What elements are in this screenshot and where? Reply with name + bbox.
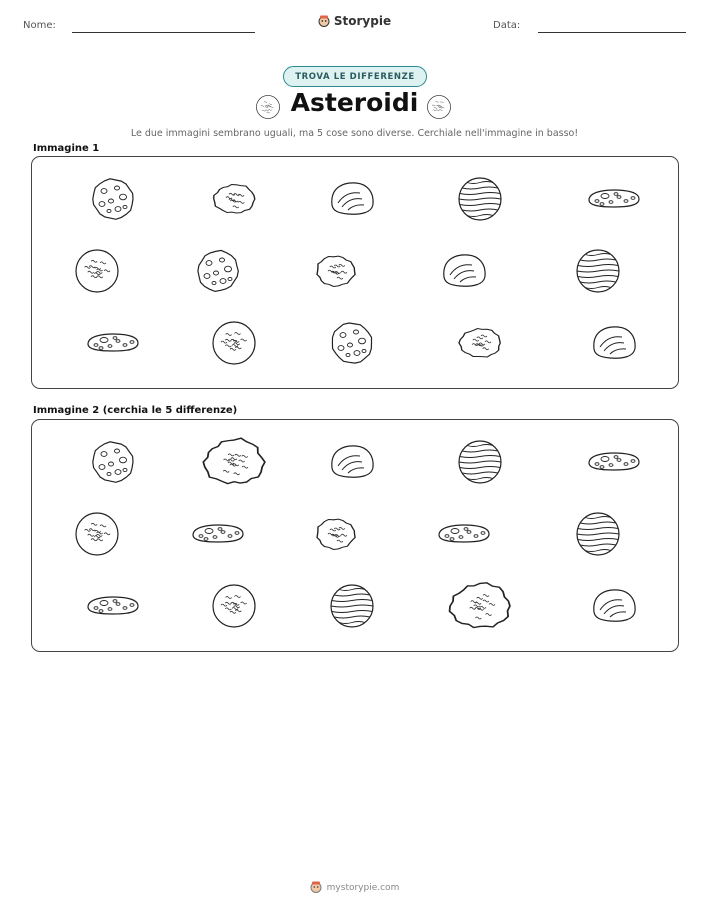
rocky-asteroid-icon	[208, 173, 260, 225]
rocky-asteroid-icon	[454, 317, 506, 369]
cratered-asteroid-icon	[87, 173, 139, 225]
flat-asteroid-icon[interactable]	[192, 508, 244, 560]
striped-asteroid-icon[interactable]	[588, 580, 640, 632]
asteroid-icon-right	[426, 94, 452, 120]
large-rocky-asteroid-icon[interactable]	[204, 432, 264, 492]
striped-asteroid-icon	[438, 245, 490, 297]
round-rocky-asteroid-icon	[208, 317, 260, 369]
banded-asteroid-icon[interactable]	[326, 580, 378, 632]
flat-asteroid-icon[interactable]	[87, 580, 139, 632]
image1-label: Immagine 1	[33, 143, 100, 154]
large-rocky-asteroid-icon[interactable]	[450, 576, 510, 636]
banded-asteroid-icon	[454, 173, 506, 225]
storypie-logo-icon	[310, 881, 322, 893]
striped-asteroid-icon	[326, 173, 378, 225]
cratered-asteroid-icon	[192, 245, 244, 297]
name-line[interactable]	[72, 32, 255, 33]
brand-name: Storypie	[333, 14, 392, 28]
name-label: Nome:	[23, 20, 56, 31]
activity-badge: TROVA LE DIFFERENZE	[283, 66, 427, 87]
rocky-asteroid-icon	[310, 245, 362, 297]
flat-asteroid-icon	[87, 317, 139, 369]
banded-asteroid-icon[interactable]	[454, 436, 506, 488]
striped-asteroid-icon[interactable]	[326, 436, 378, 488]
date-label: Data:	[493, 20, 521, 31]
round-rocky-asteroid-icon[interactable]	[208, 580, 260, 632]
image1-panel	[31, 156, 679, 389]
date-line[interactable]	[538, 32, 686, 33]
image2-panel[interactable]	[31, 419, 679, 652]
striped-asteroid-icon	[588, 317, 640, 369]
instructions: Le due immagini sembrano uguali, ma 5 cose sono diverse. Cerchiale nell'immagine in basso!	[130, 128, 579, 139]
flat-asteroid-icon[interactable]	[588, 436, 640, 488]
page-title: Asteroidi	[290, 88, 419, 117]
cratered-asteroid-icon[interactable]	[87, 436, 139, 488]
banded-asteroid-icon[interactable]	[572, 508, 624, 560]
cratered-asteroid-icon	[326, 317, 378, 369]
storypie-logo-icon	[318, 15, 330, 27]
footer	[0, 881, 709, 893]
image2-label: Immagine 2 (cerchia le 5 differenze)	[33, 405, 238, 416]
round-rocky-asteroid-icon[interactable]	[71, 508, 123, 560]
brand	[0, 14, 709, 28]
rocky-asteroid-icon[interactable]	[310, 508, 362, 560]
banded-asteroid-icon	[572, 245, 624, 297]
flat-asteroid-icon	[588, 173, 640, 225]
round-rocky-asteroid-icon	[71, 245, 123, 297]
footer-url: mystorypie.com	[326, 883, 400, 893]
flat-asteroid-icon[interactable]	[438, 508, 490, 560]
